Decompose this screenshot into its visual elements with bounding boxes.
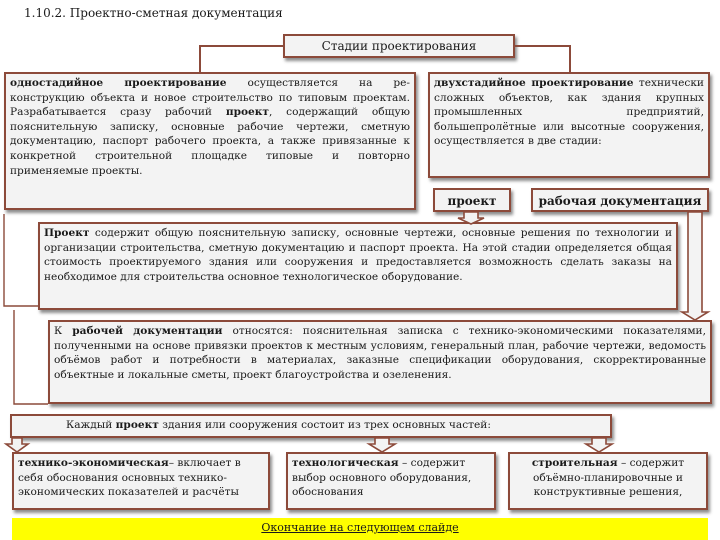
project-text: содержит общую пояснительную записку, основные чертежи, основные решения по технологии и организации строительства, сметную документацию и паспорт проекта. На этой стадии определяется общая стоимость проектируемого здания или сооружения и предоставляется возможность сделать заказы на необходимое для строительства основное технологическое оборудование. xyxy=(44,227,672,283)
arrow-middle-down xyxy=(369,438,395,452)
part1-term: технико-экономическая xyxy=(18,457,169,469)
footer-note-bar xyxy=(12,518,708,540)
working-doc-term: рабочей документации xyxy=(72,325,223,337)
parts-text: здания или сооружения состоит из трех основных частей: xyxy=(158,419,491,431)
left-rail-lower xyxy=(14,310,48,404)
parts-box xyxy=(10,414,612,438)
left-rail xyxy=(4,214,38,306)
one-stage-text-b: , содержащий общую пояснительную записку, основные рабочие чертежи, сметную документацию, паспорт рабочего проекта, а также привязанные к конкретной строительной площадке типовые и повторно применяемые проекты. xyxy=(10,106,410,177)
arrow-left-down xyxy=(6,438,28,452)
parts-term: проект xyxy=(115,419,159,431)
parts-lead: Каждый xyxy=(66,419,116,431)
part2-term: технологическая xyxy=(292,457,399,469)
project-box xyxy=(38,222,678,310)
working-doc-lead: К xyxy=(54,325,73,337)
arrow-right-down xyxy=(586,438,612,452)
part3-text: – содержит объёмно-планировочные и конструктивные решения, xyxy=(533,457,685,499)
part-construction xyxy=(508,452,708,510)
one-stage-term2: проект xyxy=(225,106,269,119)
stage-project-label: проект xyxy=(433,188,511,212)
stage-working-label: рабочая документация xyxy=(531,188,709,212)
stages-heading: Стадии проектирования xyxy=(283,34,515,58)
project-term: Проект xyxy=(44,227,90,239)
part-technological xyxy=(286,452,496,510)
part2-text: – содержит выбор основного оборудования, обоснования xyxy=(292,457,472,499)
two-stage-text: технически сложных объектов, как здания крупных промышленных предприятий, большепролётные или высотные сооружения, осуществляется в две стадии: xyxy=(434,77,704,148)
working-doc-box xyxy=(48,320,712,404)
part3-term: строительная xyxy=(531,457,618,469)
two-stage-box xyxy=(428,72,710,178)
one-stage-box xyxy=(4,72,416,210)
one-stage-term: одностадийное проектирование xyxy=(10,77,227,89)
two-stage-term: двухстадийное проектирование xyxy=(434,77,634,89)
part-technical-economic xyxy=(12,452,270,510)
footer-note[interactable]: Окончание на следующем слайде xyxy=(261,521,459,534)
arrow-working-down xyxy=(682,212,708,320)
part1-text: – включает в себя обоснования основных технико-экономических показателей и расчёты xyxy=(18,457,241,499)
one-stage-text-a: осуществляется на реконструкцию объекта и новое строительство по типовым проектам. Разрабатывается сразу рабочий xyxy=(10,77,410,119)
working-doc-text: относятся: пояснительная записка с технико-экономическими показателями, полученными на основе привязки проектов к местным условиям, генеральный план, рабочие чертежи, ведомость объёмов работ и потребности в материалах, заказные спецификации оборудования, скорректированные объектные и локальные сметы, проект благоустройства и озеленения. xyxy=(54,325,706,381)
page-title: 1.10.2. Проектно-сметная документация xyxy=(24,6,283,20)
